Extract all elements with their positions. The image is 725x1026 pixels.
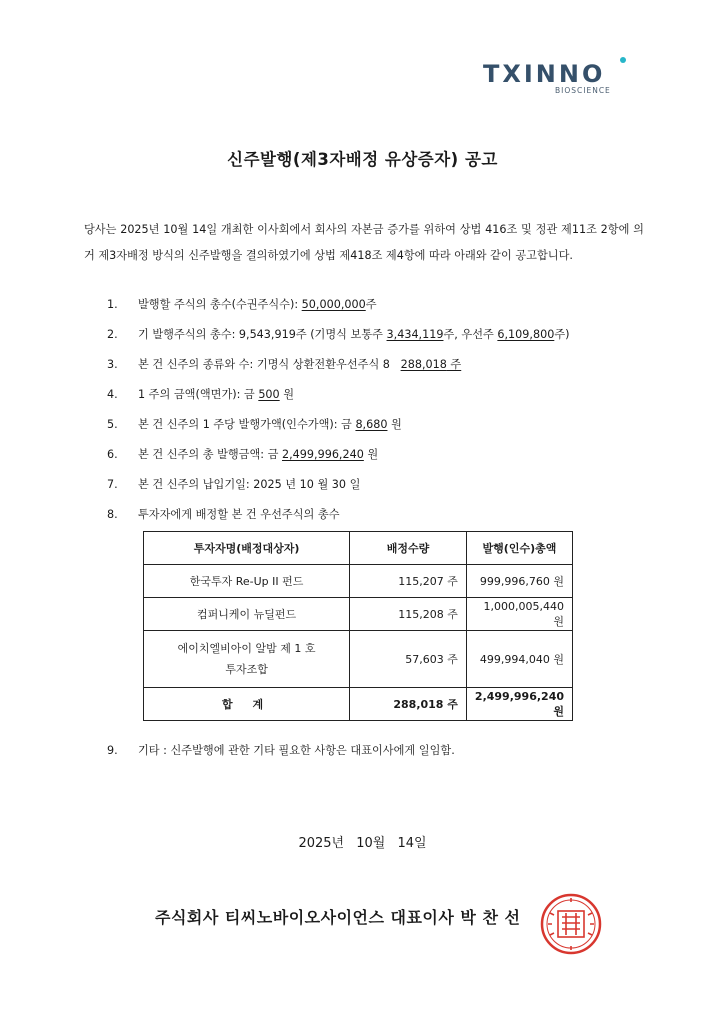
item-suffix: 원 bbox=[387, 418, 402, 431]
item-total-amount bbox=[107, 440, 647, 470]
item-number: 8. bbox=[107, 508, 118, 521]
item-payment-date bbox=[107, 470, 647, 500]
item-text: 투자자에게 배정할 본 건 우선주식의 총수 bbox=[138, 508, 340, 521]
investor-name: 컴퍼니케이 뉴딜펀드 bbox=[144, 598, 350, 631]
item-text: 본 건 신주의 총 발행금액: 금 bbox=[138, 448, 282, 461]
item-other bbox=[107, 742, 455, 758]
item-par-value bbox=[107, 380, 647, 410]
logo-wordmark: TXINNO bbox=[483, 60, 606, 88]
item-number: 9. bbox=[107, 744, 118, 757]
allocated-quantity: 57,603 주 bbox=[350, 631, 467, 688]
table-row bbox=[144, 565, 573, 598]
header-investor: 투자자명(배정대상자) bbox=[144, 532, 350, 565]
item-suffix: 주 bbox=[446, 358, 462, 371]
header-quantity: 배정수량 bbox=[350, 532, 467, 565]
item-issue-price bbox=[107, 410, 647, 440]
table-row bbox=[144, 598, 573, 631]
page-title: 신주발행(제3자배정 유상증자) 공고 bbox=[227, 150, 498, 169]
allocated-amount: 1,000,005,440 원 bbox=[466, 598, 572, 631]
item-suffix: 주 bbox=[365, 298, 377, 311]
item-number: 2. bbox=[107, 328, 118, 341]
allocation-table bbox=[143, 531, 573, 721]
investor-name: 한국투자 Re-Up II 펀드 bbox=[144, 565, 350, 598]
total-quantity: 288,018 주 bbox=[350, 688, 467, 721]
company-seal-icon bbox=[540, 893, 602, 955]
table-total-row bbox=[144, 688, 573, 721]
item-number: 6. bbox=[107, 448, 118, 461]
allocated-amount: 999,996,760 원 bbox=[466, 565, 572, 598]
logo-dot-icon bbox=[620, 57, 626, 63]
item-text: 발행할 주식의 총수(수권주식수): bbox=[138, 298, 302, 311]
item-number: 4. bbox=[107, 388, 118, 401]
investor-name-line2: 투자조합 bbox=[225, 663, 268, 676]
item-value: 3,434,119 bbox=[386, 328, 444, 341]
item-mid: 주, 우선주 bbox=[443, 328, 498, 341]
item-share-type bbox=[107, 350, 647, 380]
item-number: 3. bbox=[107, 358, 118, 371]
investor-name bbox=[144, 631, 350, 688]
item-value-2: 6,109,800 bbox=[497, 328, 555, 341]
item-authorized-shares bbox=[107, 290, 647, 320]
item-value: 500 bbox=[258, 388, 280, 401]
item-text: 본 건 신주의 1 주당 발행가액(인수가액): 금 bbox=[138, 418, 356, 431]
investor-name-line1: 에이치엘비아이 알밤 제 1 호 bbox=[177, 642, 316, 655]
item-suffix: 원 bbox=[363, 448, 379, 461]
item-allocation bbox=[107, 500, 647, 530]
item-issued-shares bbox=[107, 320, 647, 350]
item-number: 1. bbox=[107, 298, 118, 311]
allocated-amount: 499,994,040 원 bbox=[466, 631, 572, 688]
item-value: 8,680 bbox=[355, 418, 388, 431]
allocated-quantity: 115,208 주 bbox=[350, 598, 467, 631]
item-text: 1 주의 금액(액면가): 금 bbox=[138, 388, 259, 401]
item-number: 5. bbox=[107, 418, 118, 431]
item-value: 2,499,996,240 bbox=[282, 448, 364, 461]
item-suffix: 주) bbox=[554, 328, 570, 341]
total-label: 합 계 bbox=[144, 688, 350, 721]
item-number: 7. bbox=[107, 478, 118, 491]
signer-line: 주식회사 티씨노바이오사이언스 대표이사 박 찬 선 bbox=[155, 908, 521, 927]
company-logo bbox=[480, 56, 632, 102]
intro-paragraph: 당사는 2025년 10월 14일 개최한 이사회에서 회사의 자본금 증가를 위하여 상법 416조 및 정관 제11조 2항에 의거 제3자배정 방식의 신주발행을 결의하였기에 상법 제418조 제4항에 따라 아래와 같이 공고합니다. bbox=[84, 223, 644, 262]
table-row bbox=[144, 631, 573, 688]
header-amount: 발행(인수)총액 bbox=[466, 532, 572, 565]
notice-date: 2025년 10월 14일 bbox=[298, 836, 427, 851]
notice-items bbox=[107, 290, 647, 530]
item-value: 50,000,000 bbox=[301, 298, 366, 311]
item-value: 288,018 bbox=[400, 358, 447, 371]
logo-subtitle: BIOSCIENCE bbox=[555, 86, 611, 95]
item-text: 본 건 신주의 납입기일: 2025 년 10 월 30 일 bbox=[138, 478, 361, 491]
item-suffix: 원 bbox=[279, 388, 295, 401]
table-header-row bbox=[144, 532, 573, 565]
allocated-quantity: 115,207 주 bbox=[350, 565, 467, 598]
item-text: 기 발행주식의 총수: 9,543,919주 (기명식 보통주 bbox=[138, 328, 387, 341]
item-text: 본 건 신주의 종류와 수: 기명식 상환전환우선주식 8 bbox=[138, 358, 401, 371]
total-amount: 2,499,996,240 원 bbox=[466, 688, 572, 721]
item-text: 기타 : 신주발행에 관한 기타 필요한 사항은 대표이사에게 일임함. bbox=[138, 744, 455, 757]
